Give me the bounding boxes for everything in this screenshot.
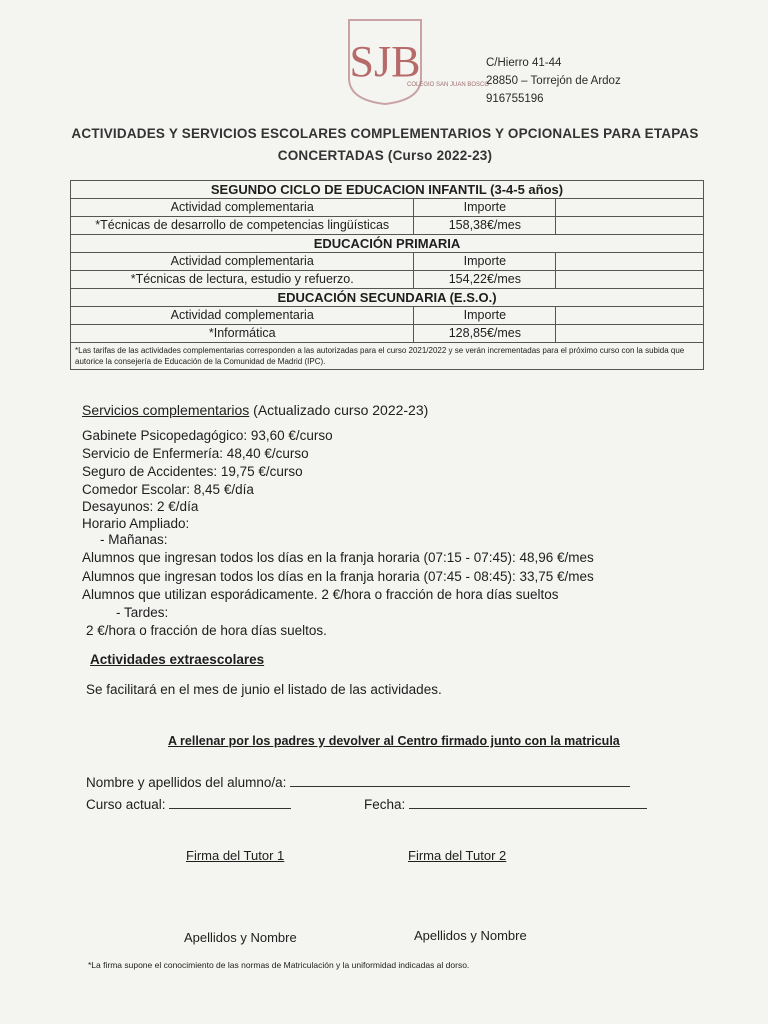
date-label: Fecha:: [364, 797, 406, 812]
page-title-line2: CONCERTADAS (Curso 2022-23): [277, 148, 493, 163]
infantil-heading: SEGUNDO CICLO DE EDUCACION INFANTIL (3-4-5 años): [71, 181, 704, 199]
secundaria-heading: EDUCACIÓN SECUNDARIA (E.S.O.): [71, 289, 704, 307]
infantil-amount: 158,38€/mes: [414, 217, 556, 235]
empty-cell: [556, 217, 704, 235]
empty-cell: [556, 325, 704, 343]
afternoon-line: 2 €/hora o fracción de hora días sueltos.: [86, 623, 327, 638]
services-heading: [82, 402, 428, 418]
empty-cell: [556, 307, 704, 325]
course-row: [86, 796, 291, 812]
empty-cell: [556, 199, 704, 217]
date-field[interactable]: [409, 796, 647, 809]
page-title-line1: ACTIVIDADES Y SERVICIOS ESCOLARES COMPLEMENTARIOS Y OPCIONALES PARA ETAPAS: [71, 126, 699, 141]
address-street: C/Hierro 41-44: [486, 57, 562, 69]
date-row: [364, 796, 647, 812]
form-heading: A rellenar por los padres y devolver al Centro firmado junto con la matricula: [168, 734, 620, 748]
primaria-activity: *Técnicas de lectura, estudio y refuerzo.: [71, 271, 414, 289]
morning-line: Alumnos que utilizan esporádicamente. 2 €/hora o fracción de hora días sueltos: [82, 587, 559, 602]
tutor1-names-label: Apellidos y Nombre: [184, 930, 297, 945]
secundaria-activity: *Informática: [71, 325, 414, 343]
secundaria-col-activity: Actividad complementaria: [71, 307, 414, 325]
tutor1-signature-label: Firma del Tutor 1: [186, 848, 285, 863]
extra-heading: Actividades extraescolares: [90, 652, 265, 667]
mananas-label: - Mañanas:: [100, 532, 168, 547]
footnote: *La firma supone el conocimiento de las normas de Matriculación y la uniformidad indicadas al dorso.: [88, 960, 470, 970]
secundaria-amount: 128,85€/mes: [414, 325, 556, 343]
tutor2-names-label: Apellidos y Nombre: [414, 928, 527, 943]
course-label: Curso actual:: [86, 797, 166, 812]
secundaria-col-amount: Importe: [414, 307, 556, 325]
infantil-col-activity: Actividad complementaria: [71, 199, 414, 217]
address-city: 28850 – Torrejón de Ardoz: [486, 75, 621, 87]
tutor2-signature-label: Firma del Tutor 2: [408, 848, 507, 863]
infantil-col-amount: Importe: [414, 199, 556, 217]
logo-subtext: COLEGIO SAN JUAN BOSCO: [407, 82, 490, 88]
service-line: Seguro de Accidentes: 19,75 €/curso: [82, 464, 303, 479]
primaria-col-amount: Importe: [414, 253, 556, 271]
school-address: [486, 54, 621, 108]
service-line: Horario Ampliado:: [82, 516, 190, 531]
infantil-activity: *Técnicas de desarrollo de competencias lingüísticas: [71, 217, 414, 235]
student-name-field[interactable]: [290, 774, 630, 787]
extra-text: Se facilitará en el mes de junio el listado de las actividades.: [86, 682, 442, 697]
services-heading-suffix: (Actualizado curso 2022-23): [249, 402, 429, 418]
school-logo: [345, 16, 490, 106]
service-line: Desayunos: 2 €/día: [82, 499, 199, 514]
primaria-col-activity: Actividad complementaria: [71, 253, 414, 271]
morning-line: Alumnos que ingresan todos los días en la franja horaria (07:45 - 08:45): 33,75 €/mes: [82, 569, 594, 584]
primaria-heading: EDUCACIÓN PRIMARIA: [71, 235, 704, 253]
logo-letters: SJB: [349, 37, 421, 86]
service-line: Gabinete Psicopedagógico: 93,60 €/curso: [82, 428, 333, 443]
tardes-label: - Tardes:: [116, 605, 169, 620]
table-note: *Las tarifas de las actividades complementarias corresponden a las autorizadas para el curso 2021/2022 y se verán incrementadas para el próximo curso con la subida que autorice la consejería de Educación de la Comunidad de Madrid (IPC).: [71, 343, 704, 370]
student-name-label: Nombre y apellidos del alumno/a:: [86, 775, 287, 790]
service-line: Servicio de Enfermería: 48,40 €/curso: [82, 446, 309, 461]
morning-line: Alumnos que ingresan todos los días en la franja horaria (07:15 - 07:45): 48,96 €/mes: [82, 550, 594, 565]
service-line: Comedor Escolar: 8,45 €/día: [82, 482, 254, 497]
student-name-row: [86, 774, 630, 790]
empty-cell: [556, 253, 704, 271]
empty-cell: [556, 271, 704, 289]
primaria-amount: 154,22€/mes: [414, 271, 556, 289]
address-phone: 916755196: [486, 93, 544, 105]
course-field[interactable]: [169, 796, 291, 809]
fees-table: [70, 180, 704, 370]
services-heading-title: Servicios complementarios: [82, 402, 250, 418]
